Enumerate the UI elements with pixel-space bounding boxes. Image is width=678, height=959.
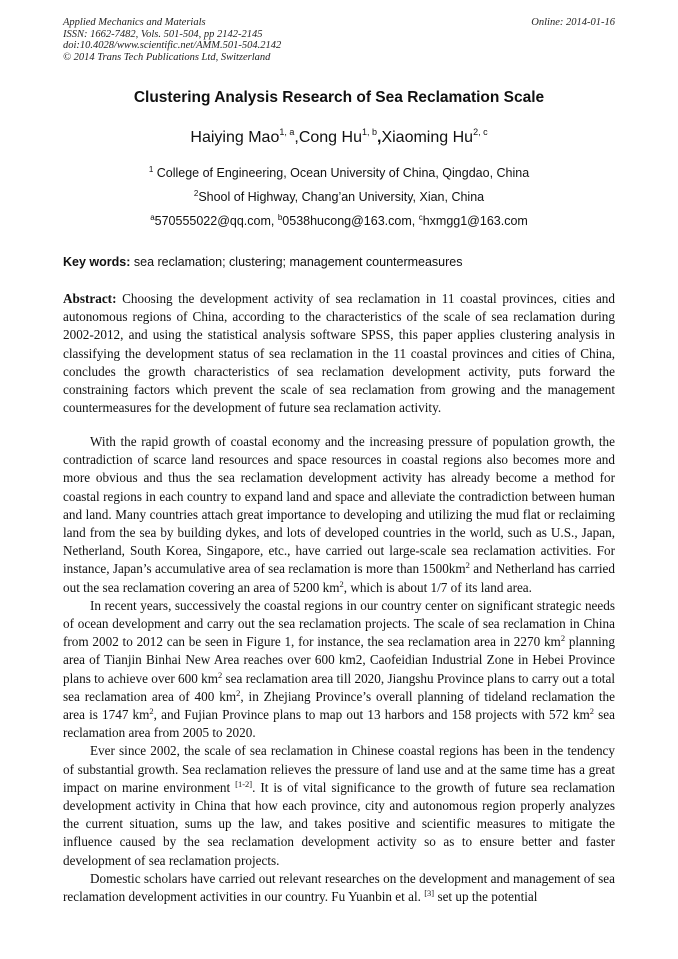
superscript: 2 — [339, 578, 344, 589]
abstract-text: Choosing the development activity of sea reclamation in 11 coastal provinces, cities and autonomous regions of China, according to the characteristics of the scale of sea reclamation during 2002-2012, and using the statistical analysis software SPSS, this paper applies clustering analysis in classifying the development status of sea reclamation in the 11 coastal provinces and cities of China, concludes the growth characteristics of sea reclamation development activity, puts forward the constraining factors which prevent the scale of sea reclamation from growing and the management countermeasures for the development of future sea reclamation activity. — [63, 291, 615, 416]
online-date — [531, 17, 615, 29]
superscript: 2 — [589, 706, 595, 717]
text-run: set up the potential — [434, 889, 538, 905]
affiliation-1 — [0, 166, 678, 180]
author-superscript: 1, b — [361, 127, 377, 137]
doi-line: doi:10.4028/www.scientific.net/AMM.501-504.2142 — [63, 40, 282, 51]
email-superscript: b — [277, 213, 283, 222]
affiliation-2 — [0, 190, 678, 204]
affiliation-superscript: 1 — [148, 165, 154, 174]
author-name: Haiying Mao — [190, 129, 280, 146]
body-paragraph-3 — [63, 742, 615, 869]
superscript: 2 — [217, 669, 223, 680]
text-run: , and Fujian Province plans to map out 13 harbors and 158 projects with 572 km — [153, 707, 590, 723]
copyright-line: © 2014 Trans Tech Publications Ltd, Switzerland — [63, 51, 271, 63]
superscript: 2 — [560, 633, 566, 644]
affiliation-superscript: 2 — [193, 189, 199, 198]
abstract — [63, 290, 615, 417]
citation: [1-2] — [235, 778, 253, 789]
text-run: With the rapid growth of coastal economy and the increasing pressure of population growth, the contradiction of scarce land resources and space resources in coastal regions also becomes more and more obvious and thus the sea reclamation development activity has already become a method for coastal regions in each country to expand land and space and alleviate the contradiction between human and land. Many countries attach great importance to developing and utilizing the mud flat or reclaiming land from the sea by building dykes, and lots of developed countries in the world, such as U.S., Japan, Netherland, South Korea, Singapore, etc., have carried out large-scale sea reclamation activities. For instance, Japan’s accumulative area of sea reclamation is more than 1500km — [63, 434, 615, 577]
author-superscript: 2, c — [473, 127, 488, 137]
keywords-label: Key words: — [63, 255, 131, 269]
body-paragraph-4 — [63, 870, 615, 906]
keywords-text: sea reclamation; clustering; management countermeasures — [130, 255, 463, 269]
text-run: Ever since 2002, the scale of sea reclamation in Chinese coastal regions has been in the tendency of substantial growth. Sea reclamation relieves the pressure of land use and at the same time has a great impact on marine environment — [63, 743, 615, 795]
citation: [3] — [424, 888, 435, 899]
superscript: 2 — [236, 687, 241, 698]
email-address: hxmgg1@163.com — [422, 214, 528, 228]
text-run: In recent years, successively the coastal regions in our country center on significant strategic needs of ocean development and carry out the sea reclamation projects. The scale of sea reclamation in China from 2002 to 2012 can be seen in Figure 1, for instance, the sea reclamation area in 2270 km — [63, 597, 615, 650]
superscript: 2 — [465, 560, 470, 571]
text-run: and Netherland has carried out the sea reclamation covering an area of 5200 km — [63, 561, 615, 595]
author-line — [0, 129, 678, 147]
text-run: Domestic scholars have carried out relevant researches on the development and management of sea reclamation development activities in our country. Fu Yuanbin et al. — [63, 870, 615, 905]
email-superscript: c — [418, 213, 423, 222]
text-run: sea reclamation area till 2020, Jiangshu Province plans to carry out a total sea reclamation area of 400 km — [63, 670, 615, 704]
text-run: . It is of vital significance to the growth of future sea reclamation development activity in China that how each province, city and autonomous region properly analyzes the current situation, sums up the law, and takes positive and scientific measures to mitigate the influence caused by the sea reclamation development activity so as to ensure better and faster development of sea reclamation projects. — [63, 779, 615, 868]
author-superscript: 1, a — [279, 127, 295, 137]
author-name: Xiaoming Hu — [381, 129, 474, 146]
email-address: 0538hucong@163.com, — [282, 214, 419, 228]
issn-line: ISSN: 1662-7482, Vols. 501-504, pp 2142-2145 — [63, 28, 263, 40]
author-separator: , — [377, 129, 382, 146]
affiliation-text: College of Engineering, Ocean University of China, Qingdao, China — [153, 166, 530, 180]
abstract-paragraph — [63, 290, 615, 417]
text-run: sea reclamation area from 2005 to 2020. — [63, 707, 615, 741]
abstract-label: Abstract: — [63, 291, 117, 306]
online-date-text: Online: 2014-01-16 — [531, 17, 615, 28]
journal-name: Applied Mechanics and Materials — [63, 17, 206, 28]
body-paragraph-2 — [63, 597, 615, 743]
email-address: 570555022@qq.com, — [154, 214, 278, 228]
author-name: Cong Hu — [298, 129, 362, 146]
email-line — [0, 214, 678, 228]
text-run: , which is about 1/7 of its land area. — [343, 579, 532, 595]
body-text — [63, 433, 615, 906]
text-run: planning area of Tianjin Binhai New Area reaches over 600 km2, Caofeidian Industrial Zone in Hebei Province plans to achieve over 600 km — [63, 634, 615, 686]
email-superscript: a — [150, 213, 155, 222]
text-run: , in Zhejiang Province’s overall planning of tideland reclamation the area is 1747 km — [63, 688, 615, 723]
body-paragraph-1 — [63, 433, 615, 597]
journal-header — [63, 17, 281, 63]
affiliation-text: Shool of Highway, Chang’an University, Xian, China — [198, 190, 485, 204]
author-separator: , — [294, 129, 299, 146]
paper-title: Clustering Analysis Research of Sea Reclamation Scale — [133, 89, 545, 106]
keywords — [63, 255, 615, 269]
superscript: 2 — [149, 706, 154, 717]
